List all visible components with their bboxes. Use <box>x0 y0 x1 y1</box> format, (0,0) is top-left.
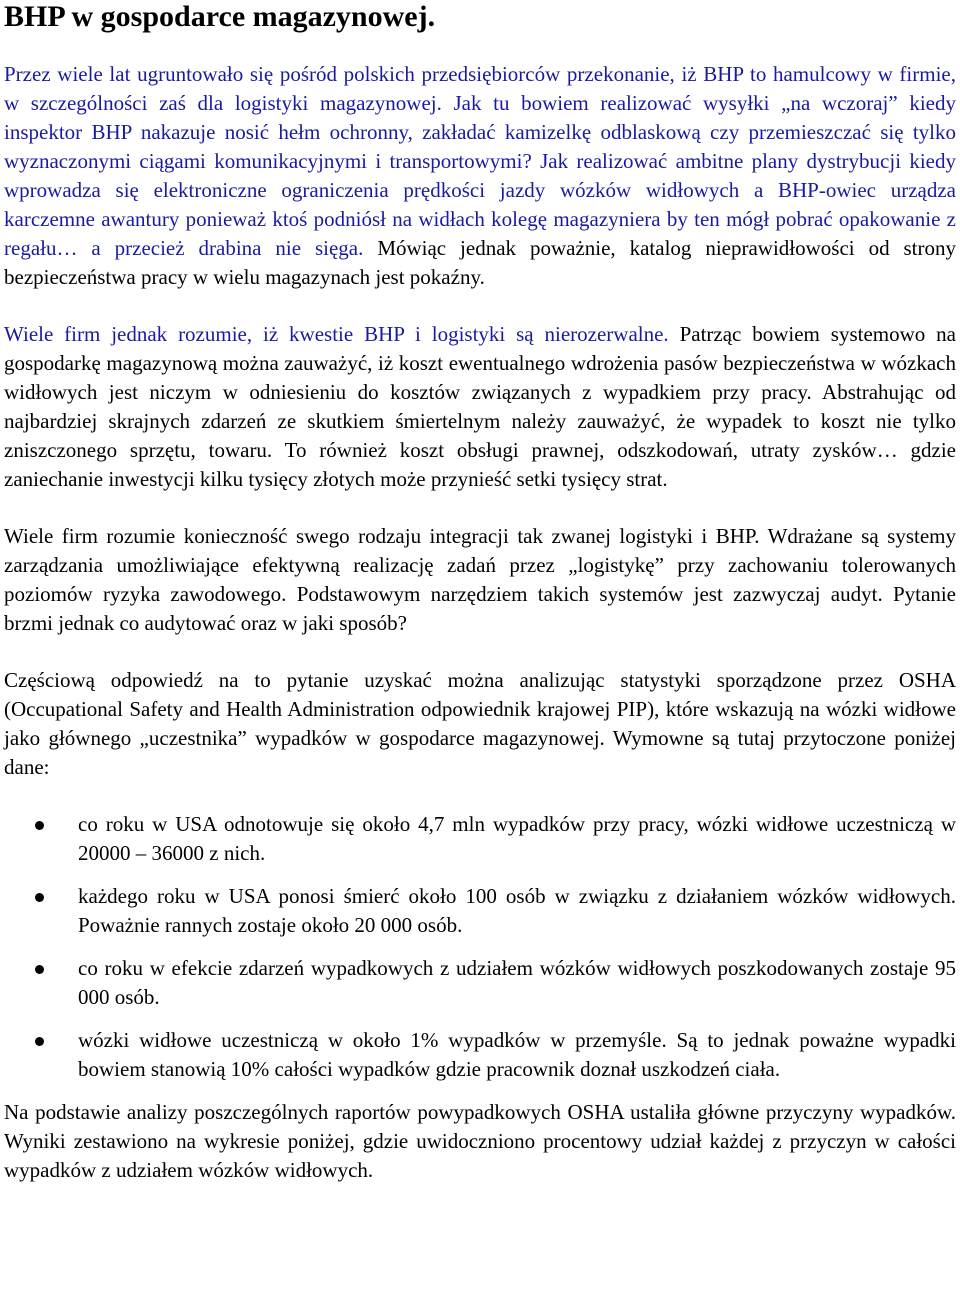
paragraph-osha-text: Częściową odpowiedź na to pytanie uzyskać można analizując statystyki sporządzone przez OSHA (Occupational Safety and Health Administration odpowiednik krajowej PIP), które wskazują na wózki widłowe jako głównego „uczestnika” wypadków w gospodarce magazynowej. Wymowne są tutaj przytoczone poniżej dane: <box>4 668 956 779</box>
list-item-text: każdego roku w USA ponosi śmierć około 100 osób w związku z działaniem wózków widłowych. Poważnie rannych zostaje około 20 000 osób. <box>78 884 956 937</box>
document-title: BHP w gospodarce magazynowej. <box>4 0 436 33</box>
paragraph-intro-highlight: Przez wiele lat ugruntowało się pośród polskich przedsiębiorców przekonanie, iż BHP to hamulcowy w firmie, w szczególności zaś dla logistyki magazynowej. Jak tu bowiem realizować wysyłki „na wczoraj” kiedy inspektor BHP nakazuje nosić hełm ochronny, zakładać kamizelkę odblaskową czy przemieszczać się tylko wyznaczonymi ciągami komunikacyjnymi i transportowymi? Jak realizować ambitne plany dystrybucji kiedy wprowadza się elektroniczne ograniczenia prędkości jazdy wózków widłowych a BHP-owiec urządza karczemne awantury ponieważ ktoś podniósł na widłach kolegę magazyniera by ten mógł pobrać opakowanie z regału… a przecież drabina nie sięga. <box>4 62 956 260</box>
bullet-icon <box>35 965 44 974</box>
paragraph-logistics-bhp-text: Patrząc bowiem systemowo na gospodarkę magazynową można zauważyć, iż koszt ewentualnego wdrożenia pasów bezpieczeństwa w wózkach widłowych jest niczym w odniesieniu do kosztów związanych z wypadkiem przy pracy. Abstrahując od najbardziej skrajnych zdarzeń ze skutkiem śmiertelnym należy zauważyć, że wypadek to koszt nie tylko zniszczonego sprzętu, towaru. To również koszt obsługi prawnej, odszkodowań, utraty zysków… gdzie zaniechanie inwestycji kilku tysięcy złotych może przynieść setki tysięcy strat. <box>4 322 956 491</box>
list-item <box>4 810 956 868</box>
paragraph-logistics-bhp <box>4 320 956 494</box>
list-item-text: co roku w efekcie zdarzeń wypadkowych z udziałem wózków widłowych poszkodowanych zostaje 95 000 osób. <box>78 956 956 1009</box>
list-item-text: co roku w USA odnotowuje się około 4,7 mln wypadków przy pracy, wózki widłowe uczestniczą w 20000 – 36000 z nich. <box>78 812 956 865</box>
list-item-text: wózki widłowe uczestniczą w około 1% wypadków w przemyśle. Są to jednak poważne wypadki bowiem stanowią 10% całości wypadków gdzie pracownik doznał uszkodzeń ciała. <box>78 1028 956 1081</box>
bullet-icon <box>35 1037 44 1046</box>
paragraph-logistics-bhp-highlight: Wiele firm jednak rozumie, iż kwestie BHP i logistyki są nierozerwalne. <box>4 322 669 346</box>
bullet-icon <box>35 893 44 902</box>
list-item <box>4 1026 956 1084</box>
paragraph-integration <box>4 522 956 638</box>
bullet-icon <box>35 821 44 830</box>
paragraph-closing: Na podstawie analizy poszczególnych raportów powypadkowych OSHA ustaliła główne przyczyny wypadków. Wyniki zestawiono na wykresie poniżej, gdzie uwidoczniono procentowy udział każdej z przyczyn w całości wypadków z udziałem wózków widłowych. <box>4 1100 956 1182</box>
paragraph-intro <box>4 60 956 292</box>
paragraph-osha <box>4 666 956 782</box>
list-item <box>4 882 956 940</box>
list-item <box>4 954 956 1012</box>
paragraph-intro-text: Mówiąc jednak poważnie, katalog nieprawidłowości od strony bezpieczeństwa pracy w wielu magazynach jest pokaźny. <box>4 236 956 289</box>
paragraph-integration-text: Wiele firm rozumie konieczność swego rodzaju integracji tak zwanej logistyki i BHP. Wdrażane są systemy zarządzania umożliwiające efektywną realizację zadań przez „logistykę” przy zachowaniu tolerowanych poziomów ryzyka zawodowego. Podstawowym narzędziem takich systemów jest zazwyczaj audyt. Pytanie brzmi jednak co audytować oraz w jaki sposób? <box>4 524 956 635</box>
statistics-list <box>4 810 956 1084</box>
